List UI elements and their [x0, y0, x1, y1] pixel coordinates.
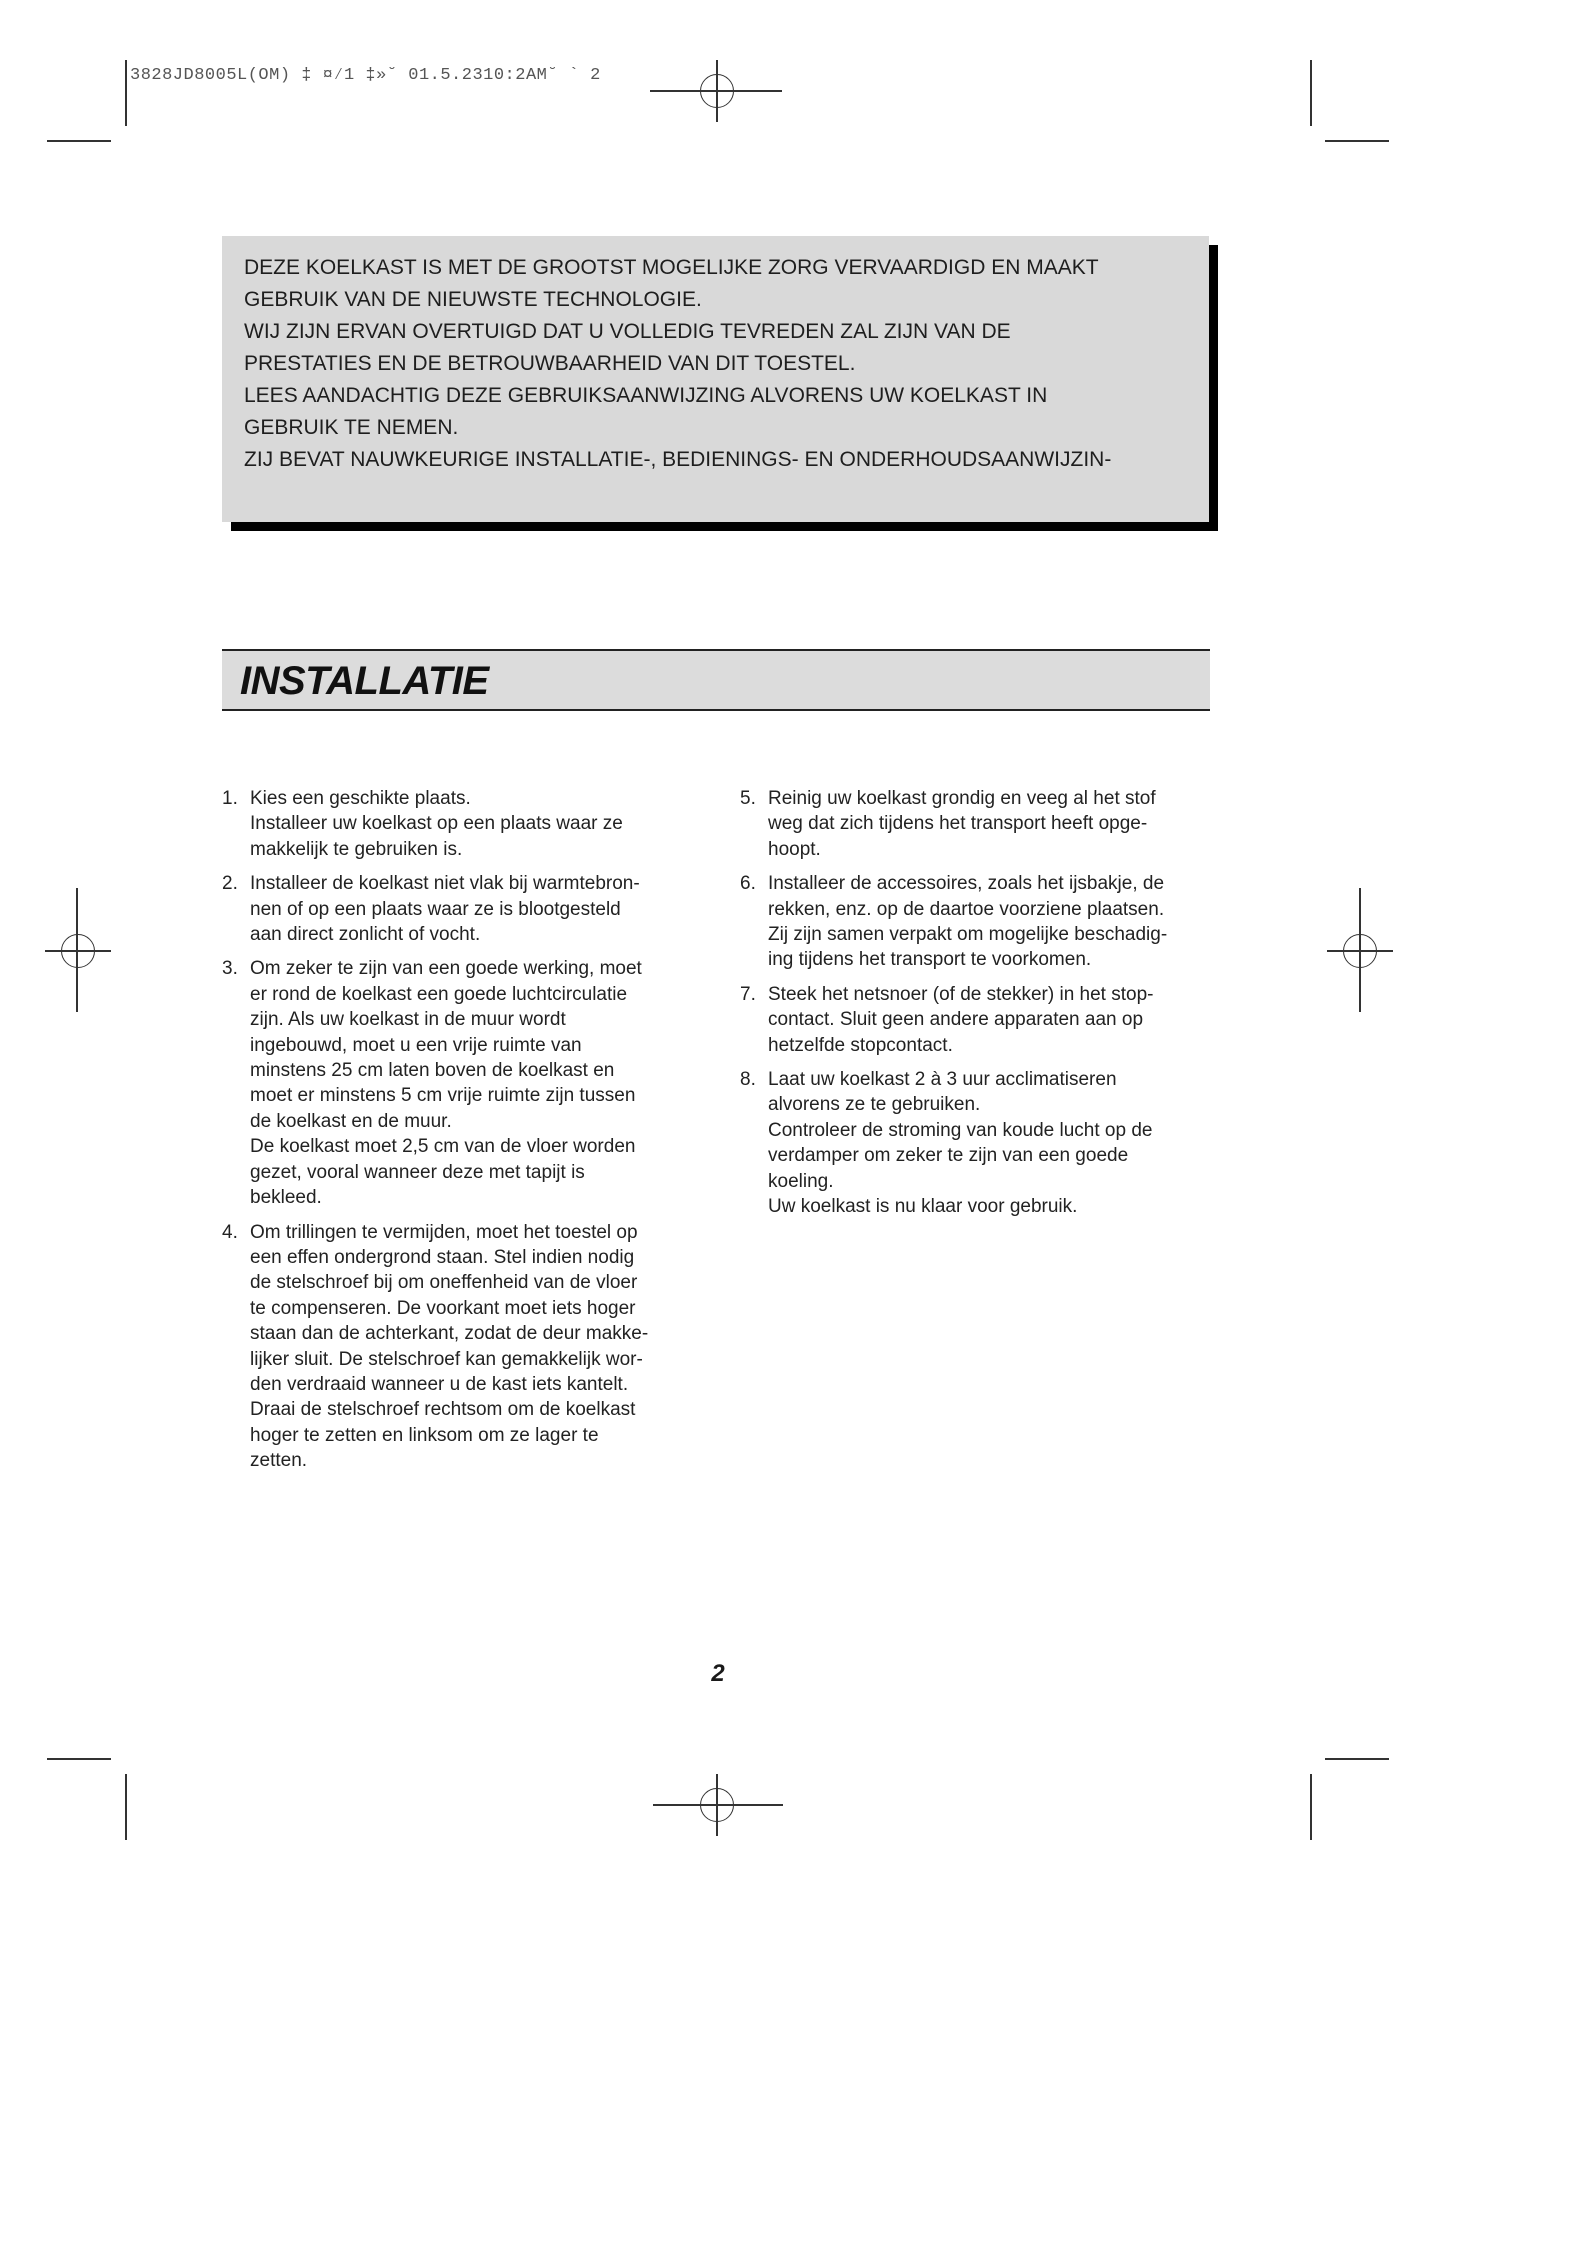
instruction-text-line: lijker sluit. De stelschroef kan gemakkelijk wor-	[250, 1348, 643, 1370]
instruction-text-line: bekleed.	[250, 1187, 322, 1209]
instruction-text-line: Installeer de accessoires, zoals het ijsbakje, de	[768, 873, 1165, 895]
instruction-text-line: Kies een geschikte plaats.	[250, 788, 471, 809]
instruction-text-line: aan direct zonlicht of vocht.	[250, 924, 481, 946]
instructions-column-right	[740, 786, 1210, 1229]
instruction-item	[740, 786, 1210, 862]
instruction-item	[222, 871, 692, 947]
instruction-text-line: nen of op een plaats waar ze is blootgesteld	[250, 898, 621, 920]
crop-mark-line	[1310, 60, 1312, 126]
instruction-text-line: verdamper om zeker te zijn van een goede	[768, 1145, 1129, 1167]
crop-mark-line	[1310, 1774, 1312, 1840]
instruction-text-line: de koelkast en de muur.	[250, 1110, 452, 1132]
instruction-item	[740, 871, 1210, 973]
instruction-text-line: de stelschroef bij om oneffenheid van de vloer	[250, 1272, 638, 1294]
instruction-text-line: Om trillingen te vermijden, moet het toestel op	[250, 1221, 638, 1243]
instruction-item	[740, 1067, 1210, 1219]
instruction-number: 4.	[222, 1221, 238, 1243]
instruction-number: 7.	[740, 983, 756, 1005]
registration-target-icon	[700, 1788, 734, 1822]
instruction-text-line: rekken, enz. op de daartoe voorziene plaatsen.	[768, 898, 1165, 920]
instruction-number: 8.	[740, 1069, 756, 1091]
instruction-text-line: te compenseren. De voorkant moet iets hoger	[250, 1297, 636, 1319]
section-title: INSTALLATIE	[240, 659, 489, 703]
instruction-text-line: zijn. Als uw koelkast in de muur wordt	[250, 1009, 566, 1031]
intro-text	[244, 252, 1187, 476]
instruction-text-line: den verdraaid wanneer u de kast iets kantelt.	[250, 1373, 629, 1395]
intro-notice-box	[222, 236, 1209, 522]
registration-target-icon	[1343, 934, 1377, 968]
instruction-text-line: zetten.	[250, 1450, 308, 1472]
section-header	[222, 649, 1210, 711]
crop-mark-line	[47, 140, 111, 142]
intro-line: WIJ ZIJN ERVAN OVERTUIGD DAT U VOLLEDIG TEVREDEN ZAL ZIJN VAN DE	[244, 320, 1011, 343]
instruction-item	[222, 786, 692, 862]
intro-line: ZIJ BEVAT NAUWKEURIGE INSTALLATIE-, BEDIENINGS- EN ONDERHOUDSAANWIJZIN-	[244, 448, 1112, 471]
instruction-text-line: alvorens ze te gebruiken.	[768, 1094, 981, 1116]
instruction-text-line: staan dan de achterkant, zodat de deur makke-	[250, 1323, 649, 1345]
instruction-item	[740, 982, 1210, 1058]
instruction-text-line: hoger te zetten en linksom om ze lager te	[250, 1424, 599, 1446]
intro-line: LEES AANDACHTIG DEZE GEBRUIKSAANWIJZING ALVORENS UW KOELKAST IN	[244, 384, 1048, 407]
intro-line: PRESTATIES EN DE BETROUWBAARHEID VAN DIT TOESTEL.	[244, 352, 856, 375]
instructions-column-left	[222, 786, 692, 1483]
instruction-number: 5.	[740, 788, 756, 809]
instruction-text-line: Zij zijn samen verpakt om mogelijke beschadig-	[768, 924, 1168, 946]
intro-line: DEZE KOELKAST IS MET DE GROOTST MOGELIJKE ZORG VERVAARDIGD EN MAAKT	[244, 256, 1099, 279]
instruction-text-line: makkelijk te gebruiken is.	[250, 838, 463, 860]
instruction-number: 6.	[740, 873, 756, 895]
page-number: 2	[711, 1660, 725, 1687]
instruction-number: 2.	[222, 873, 238, 895]
instruction-text-line: Controleer de stroming van koude lucht op de	[768, 1119, 1153, 1141]
instruction-text-line: een effen ondergrond staan. Stel indien nodig	[250, 1246, 635, 1268]
instruction-text-line: Installeer uw koelkast op een plaats waar ze	[250, 813, 623, 835]
instruction-text-line: Laat uw koelkast 2 à 3 uur acclimatiseren	[768, 1069, 1117, 1091]
crop-mark-line	[1325, 1758, 1389, 1760]
instruction-text-line: Reinig uw koelkast grondig en veeg al het stof	[768, 788, 1156, 809]
instruction-text-line: Installeer de koelkast niet vlak bij warmtebron-	[250, 873, 640, 895]
intro-line: GEBRUIK TE NEMEN.	[244, 416, 459, 439]
instruction-text-line: weg dat zich tijdens het transport heeft opge-	[768, 813, 1148, 835]
instruction-item	[222, 1220, 692, 1474]
crop-mark-line	[125, 1774, 127, 1840]
instruction-text-line: gezet, vooral wanneer deze met tapijt is	[250, 1161, 585, 1183]
instruction-text-line: ing tijdens het transport te voorkomen.	[768, 949, 1092, 971]
instruction-text-line: Uw koelkast is nu klaar voor gebruik.	[768, 1196, 1078, 1218]
instruction-text-line: Draai de stelschroef rechtsom om de koelkast	[250, 1399, 636, 1421]
instruction-text-line: Om zeker te zijn van een goede werking, moet	[250, 958, 642, 980]
instruction-item	[222, 956, 692, 1210]
instruction-number: 3.	[222, 958, 238, 980]
registration-target-icon	[700, 74, 734, 108]
instruction-text-line: moet er minstens 5 cm vrije ruimte zijn tussen	[250, 1085, 636, 1107]
instruction-text-line: hoopt.	[768, 838, 821, 860]
instruction-text-line: hetzelfde stopcontact.	[768, 1034, 953, 1056]
crop-mark-line	[47, 1758, 111, 1760]
instruction-number: 1.	[222, 788, 238, 809]
crop-mark-line	[1325, 140, 1389, 142]
instruction-text-line: Steek het netsnoer (of de stekker) in het stop-	[768, 983, 1154, 1005]
instruction-text-line: er rond de koelkast een goede luchtcirculatie	[250, 983, 628, 1005]
instruction-text-line: contact. Sluit geen andere apparaten aan op	[768, 1009, 1144, 1031]
instruction-text-line: minstens 25 cm laten boven de koelkast en	[250, 1060, 615, 1082]
instruction-text-line: koeling.	[768, 1170, 834, 1192]
crop-mark-line	[125, 60, 127, 126]
instruction-text-line: ingebouwd, moet u een vrije ruimte van	[250, 1034, 582, 1056]
registration-target-icon	[61, 934, 95, 968]
intro-line: GEBRUIK VAN DE NIEUWSTE TECHNOLOGIE.	[244, 288, 702, 311]
print-slug: 3828JD8005L(OM) ‡ ¤⁄1 ‡»˘ 01.5.2310:2AM˘ ` 2	[130, 66, 601, 85]
instruction-text-line: De koelkast moet 2,5 cm van de vloer worden	[250, 1136, 636, 1158]
